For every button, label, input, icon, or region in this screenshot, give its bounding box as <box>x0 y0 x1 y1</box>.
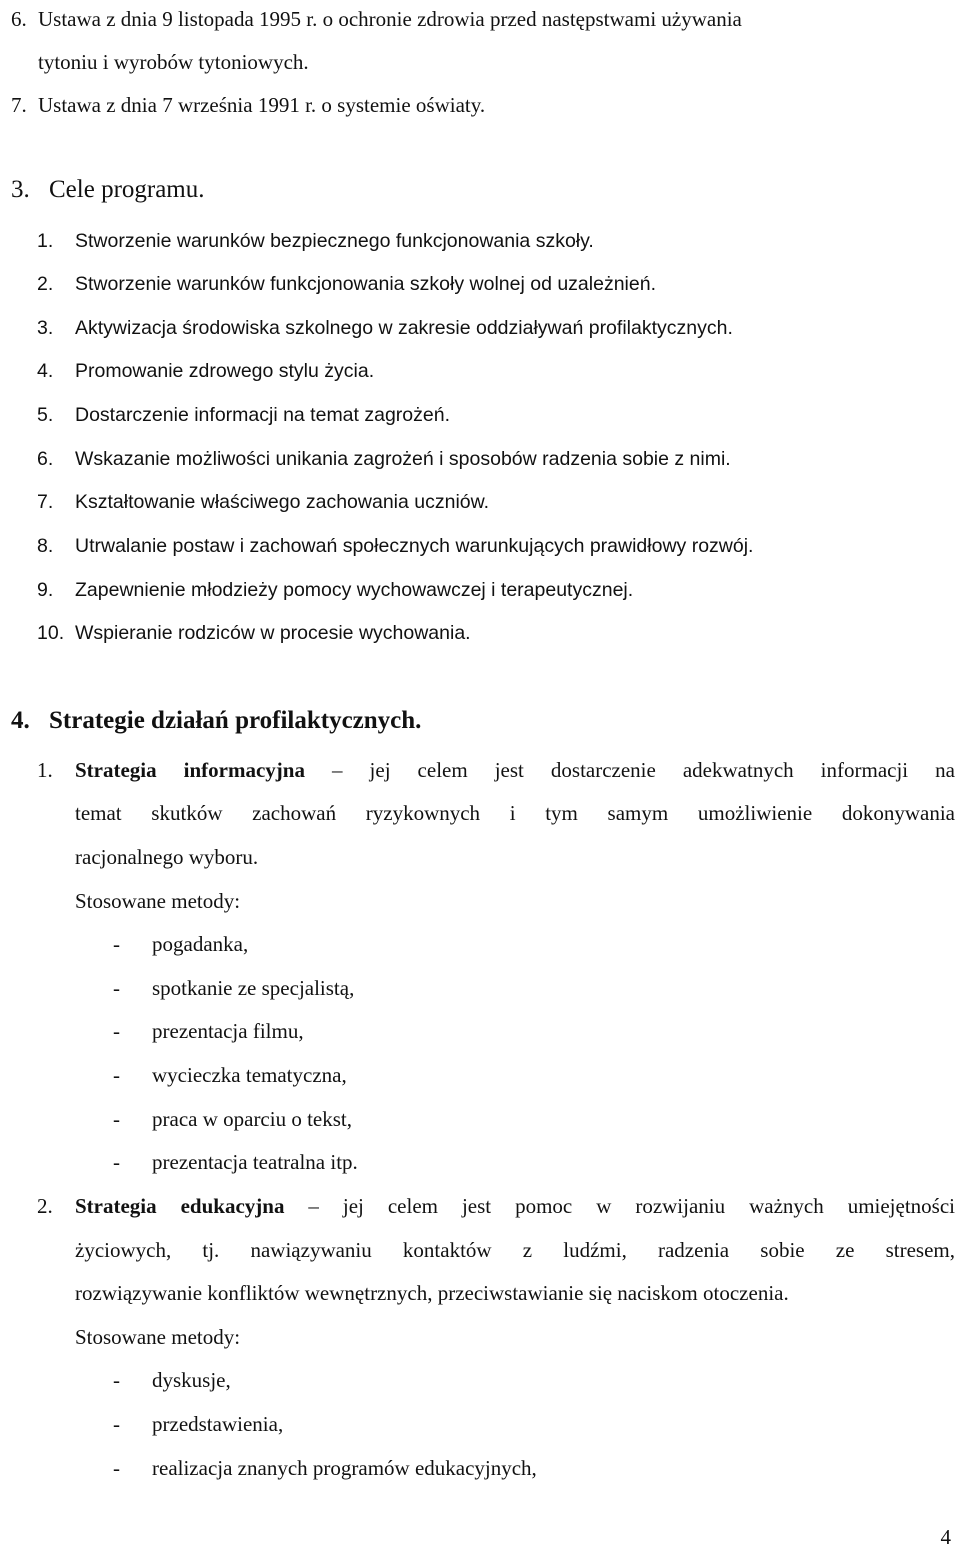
list-number: 6. <box>37 448 54 470</box>
list-number: 10. <box>37 622 65 644</box>
list-text: Kształtowanie właściwego zachowania uczniów. <box>75 491 490 513</box>
dash-bullet: - <box>113 1150 120 1174</box>
dash-bullet: - <box>113 1456 120 1480</box>
strategy-name: Strategia informacyjna <box>75 758 305 782</box>
strategy-paragraph-line: racjonalnego wyboru. <box>75 845 259 869</box>
list-number: 7. <box>37 491 54 513</box>
list-text: Stworzenie warunków funkcjonowania szkoły wolnej od uzależnień. <box>75 273 656 295</box>
dash-bullet: - <box>113 1019 120 1043</box>
strategy-paragraph-line <box>75 1193 955 1219</box>
dash-bullet: - <box>113 932 120 956</box>
section-title: Strategie działań profilaktycznych. <box>49 707 422 734</box>
strategy-paragraph-line: temat skutków zachowań ryzykownych i tym samym umożliwienie dokonywania <box>75 801 955 825</box>
strategy-paragraph-line <box>75 757 955 783</box>
list-number: 5. <box>37 404 54 426</box>
list-text: Wspieranie rodziców w procesie wychowania. <box>75 622 471 644</box>
strategy-description: – jej celem jest dostarczenie adekwatnych informacji na <box>304 758 955 782</box>
list-text: Wskazanie możliwości unikania zagrożeń i sposobów radzenia sobie z nimi. <box>75 448 731 470</box>
strategy-paragraph-line: rozwiązywanie konfliktów wewnętrznych, przeciwstawianie się naciskom otoczenia. <box>75 1281 789 1305</box>
law-item-continuation: tytoniu i wyrobów tytoniowych. <box>38 50 309 74</box>
list-number: 2. <box>37 273 54 295</box>
method-text: przedstawienia, <box>152 1412 284 1436</box>
method-text: dyskusje, <box>152 1368 231 1392</box>
list-number: 7. <box>11 93 27 117</box>
dash-bullet: - <box>113 1368 120 1392</box>
strategy-description: – jej celem jest pomoc w rozwijaniu ważnych umiejętności <box>284 1194 956 1218</box>
method-text: prezentacja filmu, <box>152 1019 304 1043</box>
list-text: Stworzenie warunków bezpiecznego funkcjonowania szkoły. <box>75 230 594 252</box>
section-number: 3. <box>11 176 30 203</box>
list-number: 9. <box>37 579 54 601</box>
list-text: Ustawa z dnia 9 listopada 1995 r. o ochronie zdrowia przed następstwami używania <box>38 7 742 31</box>
list-number: 4. <box>37 360 54 382</box>
list-number: 6. <box>11 7 27 31</box>
list-text: Utrwalanie postaw i zachowań społecznych warunkujących prawidłowy rozwój. <box>75 535 754 557</box>
page-number: 4 <box>940 1525 951 1549</box>
dash-bullet: - <box>113 1107 120 1131</box>
list-text: Zapewnienie młodzieży pomocy wychowawczej i terapeutycznej. <box>75 579 634 601</box>
list-text: Dostarczenie informacji na temat zagrożeń. <box>75 404 451 426</box>
list-number: 1. <box>37 230 54 252</box>
methods-label: Stosowane metody: <box>75 1325 241 1349</box>
strategy-paragraph-line: życiowych, tj. nawiązywaniu kontaktów z ludźmi, radzenia sobie ze stresem, <box>75 1238 955 1262</box>
method-text: praca w oparciu o tekst, <box>152 1107 353 1131</box>
method-text: pogadanka, <box>152 932 249 956</box>
list-text: Ustawa z dnia 7 września 1991 r. o systemie oświaty. <box>38 93 486 117</box>
list-text: Promowanie zdrowego stylu życia. <box>75 360 375 382</box>
list-text: Aktywizacja środowiska szkolnego w zakresie oddziaływań profilaktycznych. <box>75 317 733 339</box>
dash-bullet: - <box>113 1412 120 1436</box>
method-text: wycieczka tematyczna, <box>152 1063 347 1087</box>
dash-bullet: - <box>113 976 120 1000</box>
list-number: 8. <box>37 535 54 557</box>
section-number: 4. <box>11 707 30 734</box>
dash-bullet: - <box>113 1063 120 1087</box>
strategy-name: Strategia edukacyjna <box>75 1194 285 1218</box>
methods-label: Stosowane metody: <box>75 889 241 913</box>
method-text: prezentacja teatralna itp. <box>152 1150 358 1174</box>
list-number: 2. <box>37 1194 53 1218</box>
section-title: Cele programu. <box>49 176 205 203</box>
list-number: 1. <box>37 758 53 782</box>
method-text: realizacja znanych programów edukacyjnych, <box>152 1456 537 1480</box>
list-number: 3. <box>37 317 54 339</box>
method-text: spotkanie ze specjalistą, <box>152 976 355 1000</box>
